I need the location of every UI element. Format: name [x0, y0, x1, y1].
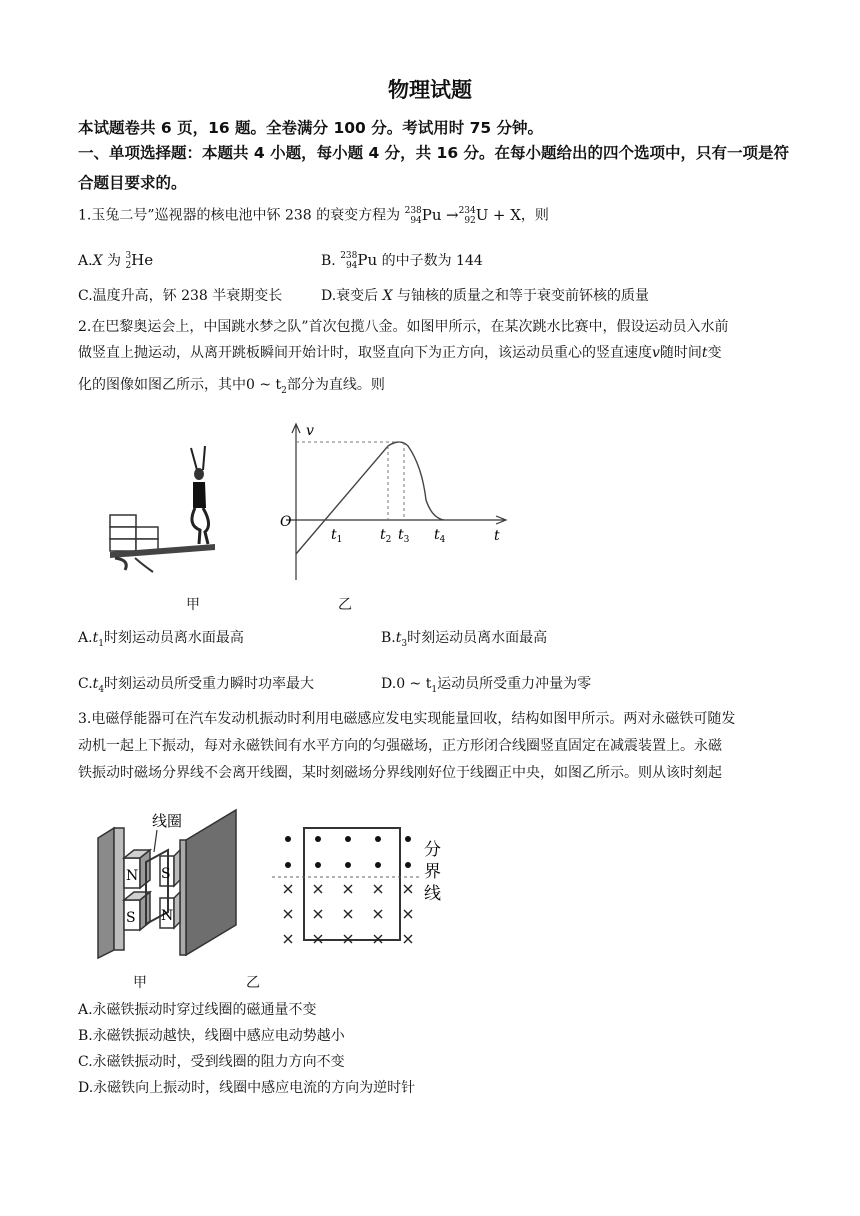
- boundary-label: [424, 840, 446, 904]
- tick-t3: $t_3$: [398, 527, 410, 545]
- field-cross: [284, 935, 292, 943]
- axis-t-label: t: [494, 528, 500, 544]
- field-dot: [375, 862, 381, 868]
- page-title: 物理试题: [388, 78, 472, 102]
- q3-fig-caption-yi: 乙: [246, 975, 260, 991]
- field-cross: [374, 910, 382, 918]
- field-dot: [345, 862, 351, 868]
- velocity-time-graph: [276, 418, 516, 583]
- magnet-label-s-right: S: [161, 866, 171, 882]
- q1-option-a[interactable]: A.X 为 3 2 He: [78, 251, 154, 271]
- field-cross: [344, 885, 352, 893]
- section-heading: 一、单项选择题：本题共 4 小题，每小题 4 分，共 16 分。在每小题给出的四个选项中，只有一项是符合题目要求的。: [78, 144, 790, 192]
- tick-t1: $t_1$: [331, 527, 343, 545]
- q3-stem: 3.电磁俘能器可在汽车发动机振动时利用电磁感应发电实现能量回收，结构如图甲所示。两对永磁铁可随发 动机一起上下振动，每对永磁铁间有水平方向的匀强磁场，正方形闭合线圈竖直固定在减震装置上。永磁 铁振动时磁场分界线不会离开线圈，某时刻磁场分界线刚好位于线圈正中央，如图乙所示。则从该时刻起: [78, 711, 736, 781]
- q2-option-c[interactable]: $C.t_4$时刻运动员所受重力瞬时功率最大: [78, 676, 315, 695]
- field-dot: [285, 862, 291, 868]
- q3-option-a[interactable]: A.永磁铁振动时穿过线圈的磁通量不变: [78, 1002, 317, 1018]
- tick-t2: $t_2$: [380, 527, 392, 545]
- q3-option-b[interactable]: B.永磁铁振动越快，线圈中感应电动势越小: [78, 1028, 345, 1044]
- magnet-label-n-left: N: [126, 868, 139, 884]
- field-dot: [405, 862, 411, 868]
- field-dot: [315, 836, 321, 842]
- fig-caption-yi: 乙: [338, 597, 352, 613]
- q2-option-a[interactable]: $A.t_1$时刻运动员离水面最高: [78, 630, 244, 649]
- q2-stem: 2.在巴黎奥运会上，中国跳水梦之队”首次包揽八金。如图甲所示，在某次跳水比赛中，假设运动员入水前 做竖直上抛运动，从离开跳板瞬间开始计时，取竖直向下为正方向，该运动员重心的竖直速度v随时间t变 化的图像如图乙所示，其中0 ~ $t_2$部分为直线。则: [78, 319, 729, 396]
- diver-figure: [105, 430, 230, 575]
- field-cross: [404, 935, 412, 943]
- field-cross: [344, 910, 352, 918]
- q2-option-b[interactable]: $B.t_3$时刻运动员离水面最高: [381, 630, 548, 649]
- field-cross: [314, 885, 322, 893]
- field-dot: [405, 836, 411, 842]
- field-cross: [284, 885, 292, 893]
- magnet-structure-figure: [94, 800, 254, 960]
- fig-caption-jia: 甲: [186, 597, 200, 613]
- q3-option-c[interactable]: C.永磁铁振动时，受到线圈的阻力方向不变: [78, 1054, 345, 1070]
- q3-fig-caption-jia: 甲: [133, 975, 147, 991]
- q3-option-d[interactable]: D.永磁铁向上振动时，线圈中感应电流的方向为逆时针: [78, 1080, 416, 1096]
- magnet-label-s-left: S: [126, 910, 136, 926]
- field-dot: [345, 836, 351, 842]
- boundary-char-1: 分: [424, 840, 441, 860]
- exam-intro: 本试题卷共 6 页，16 题。全卷满分 100 分。考试用时 75 分钟。: [78, 119, 544, 137]
- field-dot: [315, 862, 321, 868]
- q1-stem: 1.玉兔二号”巡视器的核电池中钚 238 的衰变方程为 238 94 Pu → 234 92 U + X，则: [78, 206, 549, 226]
- q1-option-d[interactable]: D.衰变后 X 与铀核的质量之和等于衰变前钚核的质量: [321, 288, 650, 304]
- boundary-char-3: 线: [424, 884, 441, 904]
- field-dot: [375, 836, 381, 842]
- field-cross: [314, 910, 322, 918]
- q2-option-d[interactable]: D.0 ~ $t_1$运动员所受重力冲量为零: [381, 676, 592, 695]
- field-cross: [404, 910, 412, 918]
- coil-label: 线圈: [152, 812, 183, 830]
- axis-v-label: v: [306, 423, 314, 439]
- field-dot: [285, 836, 291, 842]
- q1-option-b[interactable]: B. 238 94 Pu 的中子数为 144: [321, 251, 483, 271]
- magnetic-field-grid: [272, 815, 452, 955]
- q1-equation: 238 94 Pu → 234 92 U + X: [404, 206, 521, 226]
- origin-label: O: [280, 514, 292, 530]
- magnet-label-n-right: N: [161, 908, 174, 924]
- tick-t4: $t_4$: [434, 527, 446, 545]
- field-cross: [284, 910, 292, 918]
- boundary-char-2: 界: [424, 862, 441, 882]
- field-cross: [404, 885, 412, 893]
- q1-option-c[interactable]: C.温度升高，钚 238 半衰期变长: [78, 288, 283, 304]
- field-cross: [374, 885, 382, 893]
